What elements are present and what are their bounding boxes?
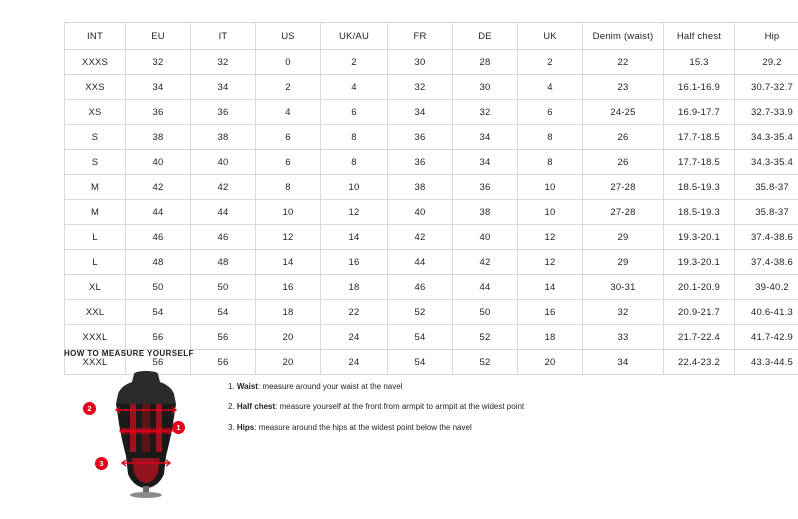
column-header-it: IT bbox=[191, 23, 256, 50]
cell-us: 6 bbox=[256, 125, 321, 150]
cell-hip: 34.3-35.4 bbox=[735, 125, 798, 150]
cell-de: 34 bbox=[453, 150, 518, 175]
table-row bbox=[65, 200, 798, 225]
cell-int: M bbox=[65, 200, 126, 225]
cell-half-chest: 19.3-20.1 bbox=[664, 225, 735, 250]
cell-int: S bbox=[65, 150, 126, 175]
cell-uk-au: 16 bbox=[321, 250, 388, 275]
cell-uk: 6 bbox=[518, 100, 583, 125]
table-row bbox=[65, 300, 798, 325]
cell-hip: 41.7-42.9 bbox=[735, 325, 798, 350]
cell-denim-waist: 30-31 bbox=[583, 275, 664, 300]
note-index-1: 1. bbox=[228, 382, 235, 391]
cell-us: 4 bbox=[256, 100, 321, 125]
cell-hip: 35.8-37 bbox=[735, 200, 798, 225]
cell-de: 30 bbox=[453, 75, 518, 100]
table-row bbox=[65, 50, 798, 75]
cell-fr: 38 bbox=[388, 175, 453, 200]
cell-uk: 10 bbox=[518, 200, 583, 225]
cell-int: L bbox=[65, 250, 126, 275]
cell-it: 36 bbox=[191, 100, 256, 125]
cell-int: XXXL bbox=[65, 325, 126, 350]
size-table bbox=[64, 22, 798, 375]
cell-fr: 52 bbox=[388, 300, 453, 325]
cell-half-chest: 22.4-23.2 bbox=[664, 350, 735, 375]
cell-it: 46 bbox=[191, 225, 256, 250]
cell-it: 40 bbox=[191, 150, 256, 175]
cell-it: 54 bbox=[191, 300, 256, 325]
cell-int: XXS bbox=[65, 75, 126, 100]
column-header-half-chest: Half chest bbox=[664, 23, 735, 50]
cell-denim-waist: 22 bbox=[583, 50, 664, 75]
mannequin-figure bbox=[86, 368, 206, 498]
table-row bbox=[65, 225, 798, 250]
cell-uk: 18 bbox=[518, 325, 583, 350]
cell-us: 18 bbox=[256, 300, 321, 325]
marker-2: 2 bbox=[83, 402, 96, 415]
measure-note-waist bbox=[228, 382, 524, 392]
cell-eu: 56 bbox=[126, 325, 191, 350]
cell-denim-waist: 32 bbox=[583, 300, 664, 325]
cell-uk-au: 22 bbox=[321, 300, 388, 325]
cell-eu: 32 bbox=[126, 50, 191, 75]
cell-eu: 34 bbox=[126, 75, 191, 100]
table-row bbox=[65, 250, 798, 275]
cell-half-chest: 19.3-20.1 bbox=[664, 250, 735, 275]
note-term-half-chest: Half chest bbox=[236, 402, 276, 412]
cell-denim-waist: 34 bbox=[583, 350, 664, 375]
cell-denim-waist: 27-28 bbox=[583, 200, 664, 225]
note-term-waist: Waist bbox=[236, 382, 258, 391]
marker-1: 1 bbox=[172, 421, 185, 434]
cell-it: 34 bbox=[191, 75, 256, 100]
column-header-int: INT bbox=[65, 23, 126, 50]
column-header-eu: EU bbox=[126, 23, 191, 50]
cell-us: 20 bbox=[256, 325, 321, 350]
cell-us: 20 bbox=[256, 350, 321, 375]
table-row bbox=[65, 100, 798, 125]
measure-note-half-chest bbox=[228, 402, 524, 412]
size-table-container bbox=[64, 22, 793, 375]
cell-hip: 39-40.2 bbox=[735, 275, 798, 300]
cell-uk: 8 bbox=[518, 150, 583, 175]
cell-fr: 44 bbox=[388, 250, 453, 275]
mannequin-illustration-icon bbox=[86, 368, 206, 498]
cell-uk: 12 bbox=[518, 250, 583, 275]
note-term-hips: Hips bbox=[236, 422, 255, 432]
cell-hip: 40.6-41.3 bbox=[735, 300, 798, 325]
cell-int: XS bbox=[65, 100, 126, 125]
cell-de: 28 bbox=[453, 50, 518, 75]
cell-half-chest: 18.5-19.3 bbox=[664, 200, 735, 225]
cell-eu: 48 bbox=[126, 250, 191, 275]
cell-us: 0 bbox=[256, 50, 321, 75]
cell-eu: 50 bbox=[126, 275, 191, 300]
size-table-head bbox=[65, 23, 798, 50]
cell-eu: 44 bbox=[126, 200, 191, 225]
cell-denim-waist: 29 bbox=[583, 225, 664, 250]
how-to-measure-section bbox=[64, 349, 734, 498]
cell-hip: 43.3-44.5 bbox=[735, 350, 798, 375]
cell-hip: 32.7-33.9 bbox=[735, 100, 798, 125]
cell-us: 14 bbox=[256, 250, 321, 275]
cell-de: 52 bbox=[453, 350, 518, 375]
cell-de: 38 bbox=[453, 200, 518, 225]
cell-us: 8 bbox=[256, 175, 321, 200]
cell-eu: 54 bbox=[126, 300, 191, 325]
cell-uk: 20 bbox=[518, 350, 583, 375]
cell-uk-au: 10 bbox=[321, 175, 388, 200]
table-header-row bbox=[65, 23, 798, 50]
cell-us: 6 bbox=[256, 150, 321, 175]
cell-fr: 34 bbox=[388, 100, 453, 125]
cell-fr: 32 bbox=[388, 75, 453, 100]
note-text-half-chest: : measure yourself at the front from armpit to armpit at the widest point bbox=[275, 402, 525, 412]
column-header-hip: Hip bbox=[735, 23, 798, 50]
cell-half-chest: 20.1-20.9 bbox=[664, 275, 735, 300]
cell-uk-au: 2 bbox=[321, 50, 388, 75]
cell-eu: 38 bbox=[126, 125, 191, 150]
table-row bbox=[65, 75, 798, 100]
cell-us: 16 bbox=[256, 275, 321, 300]
cell-half-chest: 21.7-22.4 bbox=[664, 325, 735, 350]
cell-half-chest: 17.7-18.5 bbox=[664, 150, 735, 175]
cell-it: 32 bbox=[191, 50, 256, 75]
cell-half-chest: 18.5-19.3 bbox=[664, 175, 735, 200]
column-header-fr: FR bbox=[388, 23, 453, 50]
cell-uk-au: 4 bbox=[321, 75, 388, 100]
cell-it: 42 bbox=[191, 175, 256, 200]
cell-it: 48 bbox=[191, 250, 256, 275]
cell-us: 10 bbox=[256, 200, 321, 225]
cell-de: 44 bbox=[453, 275, 518, 300]
measure-notes bbox=[228, 368, 524, 443]
cell-de: 50 bbox=[453, 300, 518, 325]
cell-uk: 14 bbox=[518, 275, 583, 300]
cell-uk-au: 18 bbox=[321, 275, 388, 300]
cell-denim-waist: 23 bbox=[583, 75, 664, 100]
cell-hip: 37.4-38.6 bbox=[735, 250, 798, 275]
note-index-3: 3. bbox=[228, 422, 235, 432]
table-row bbox=[65, 325, 798, 350]
how-to-measure-title: HOW TO MEASURE YOURSELF bbox=[64, 349, 194, 358]
cell-hip: 30.7-32.7 bbox=[735, 75, 798, 100]
cell-int: XXL bbox=[65, 300, 126, 325]
cell-de: 34 bbox=[453, 125, 518, 150]
cell-fr: 30 bbox=[388, 50, 453, 75]
cell-int: XL bbox=[65, 275, 126, 300]
cell-denim-waist: 27-28 bbox=[583, 175, 664, 200]
cell-us: 12 bbox=[256, 225, 321, 250]
cell-half-chest: 20.9-21.7 bbox=[664, 300, 735, 325]
cell-half-chest: 16.9-17.7 bbox=[664, 100, 735, 125]
cell-fr: 54 bbox=[388, 350, 453, 375]
cell-uk: 10 bbox=[518, 175, 583, 200]
table-row bbox=[65, 275, 798, 300]
cell-it: 50 bbox=[191, 275, 256, 300]
column-header-uk-au: UK/AU bbox=[321, 23, 388, 50]
table-row bbox=[65, 175, 798, 200]
cell-fr: 40 bbox=[388, 200, 453, 225]
cell-fr: 36 bbox=[388, 125, 453, 150]
note-text-hips: : measure around the hips at the widest point below the navel bbox=[254, 422, 472, 432]
cell-uk-au: 14 bbox=[321, 225, 388, 250]
cell-int: L bbox=[65, 225, 126, 250]
cell-uk: 12 bbox=[518, 225, 583, 250]
cell-uk: 16 bbox=[518, 300, 583, 325]
cell-it: 56 bbox=[191, 325, 256, 350]
cell-uk-au: 24 bbox=[321, 350, 388, 375]
cell-hip: 29.2 bbox=[735, 50, 798, 75]
cell-int: XXXL bbox=[65, 350, 126, 375]
cell-int: XXXS bbox=[65, 50, 126, 75]
cell-eu: 56 bbox=[126, 350, 191, 375]
size-table-body bbox=[65, 50, 798, 375]
measure-note-hips bbox=[228, 423, 524, 433]
cell-it: 56 bbox=[191, 350, 256, 375]
cell-half-chest: 15.3 bbox=[664, 50, 735, 75]
cell-eu: 46 bbox=[126, 225, 191, 250]
cell-denim-waist: 26 bbox=[583, 125, 664, 150]
cell-uk: 8 bbox=[518, 125, 583, 150]
cell-fr: 36 bbox=[388, 150, 453, 175]
cell-it: 44 bbox=[191, 200, 256, 225]
cell-eu: 36 bbox=[126, 100, 191, 125]
marker-3: 3 bbox=[95, 457, 108, 470]
cell-uk-au: 24 bbox=[321, 325, 388, 350]
cell-us: 2 bbox=[256, 75, 321, 100]
cell-uk-au: 6 bbox=[321, 100, 388, 125]
cell-eu: 40 bbox=[126, 150, 191, 175]
cell-de: 36 bbox=[453, 175, 518, 200]
column-header-denim-waist: Denim (waist) bbox=[583, 23, 664, 50]
cell-int: S bbox=[65, 125, 126, 150]
column-header-us: US bbox=[256, 23, 321, 50]
cell-eu: 42 bbox=[126, 175, 191, 200]
cell-half-chest: 17.7-18.5 bbox=[664, 125, 735, 150]
column-header-de: DE bbox=[453, 23, 518, 50]
cell-hip: 34.3-35.4 bbox=[735, 150, 798, 175]
cell-uk-au: 8 bbox=[321, 125, 388, 150]
note-index-2: 2. bbox=[228, 402, 235, 412]
how-to-measure-body bbox=[64, 368, 734, 498]
cell-de: 52 bbox=[453, 325, 518, 350]
cell-uk: 2 bbox=[518, 50, 583, 75]
cell-fr: 42 bbox=[388, 225, 453, 250]
cell-it: 38 bbox=[191, 125, 256, 150]
cell-fr: 46 bbox=[388, 275, 453, 300]
cell-int: M bbox=[65, 175, 126, 200]
cell-half-chest: 16.1-16.9 bbox=[664, 75, 735, 100]
cell-uk-au: 12 bbox=[321, 200, 388, 225]
table-row bbox=[65, 125, 798, 150]
cell-hip: 37.4-38.6 bbox=[735, 225, 798, 250]
cell-fr: 54 bbox=[388, 325, 453, 350]
cell-denim-waist: 33 bbox=[583, 325, 664, 350]
cell-de: 42 bbox=[453, 250, 518, 275]
cell-de: 32 bbox=[453, 100, 518, 125]
cell-de: 40 bbox=[453, 225, 518, 250]
table-row bbox=[65, 150, 798, 175]
cell-hip: 35.8-37 bbox=[735, 175, 798, 200]
cell-uk: 4 bbox=[518, 75, 583, 100]
cell-uk-au: 8 bbox=[321, 150, 388, 175]
column-header-uk: UK bbox=[518, 23, 583, 50]
cell-denim-waist: 24-25 bbox=[583, 100, 664, 125]
cell-denim-waist: 26 bbox=[583, 150, 664, 175]
note-text-waist: : measure around your waist at the navel bbox=[257, 382, 403, 391]
cell-denim-waist: 29 bbox=[583, 250, 664, 275]
